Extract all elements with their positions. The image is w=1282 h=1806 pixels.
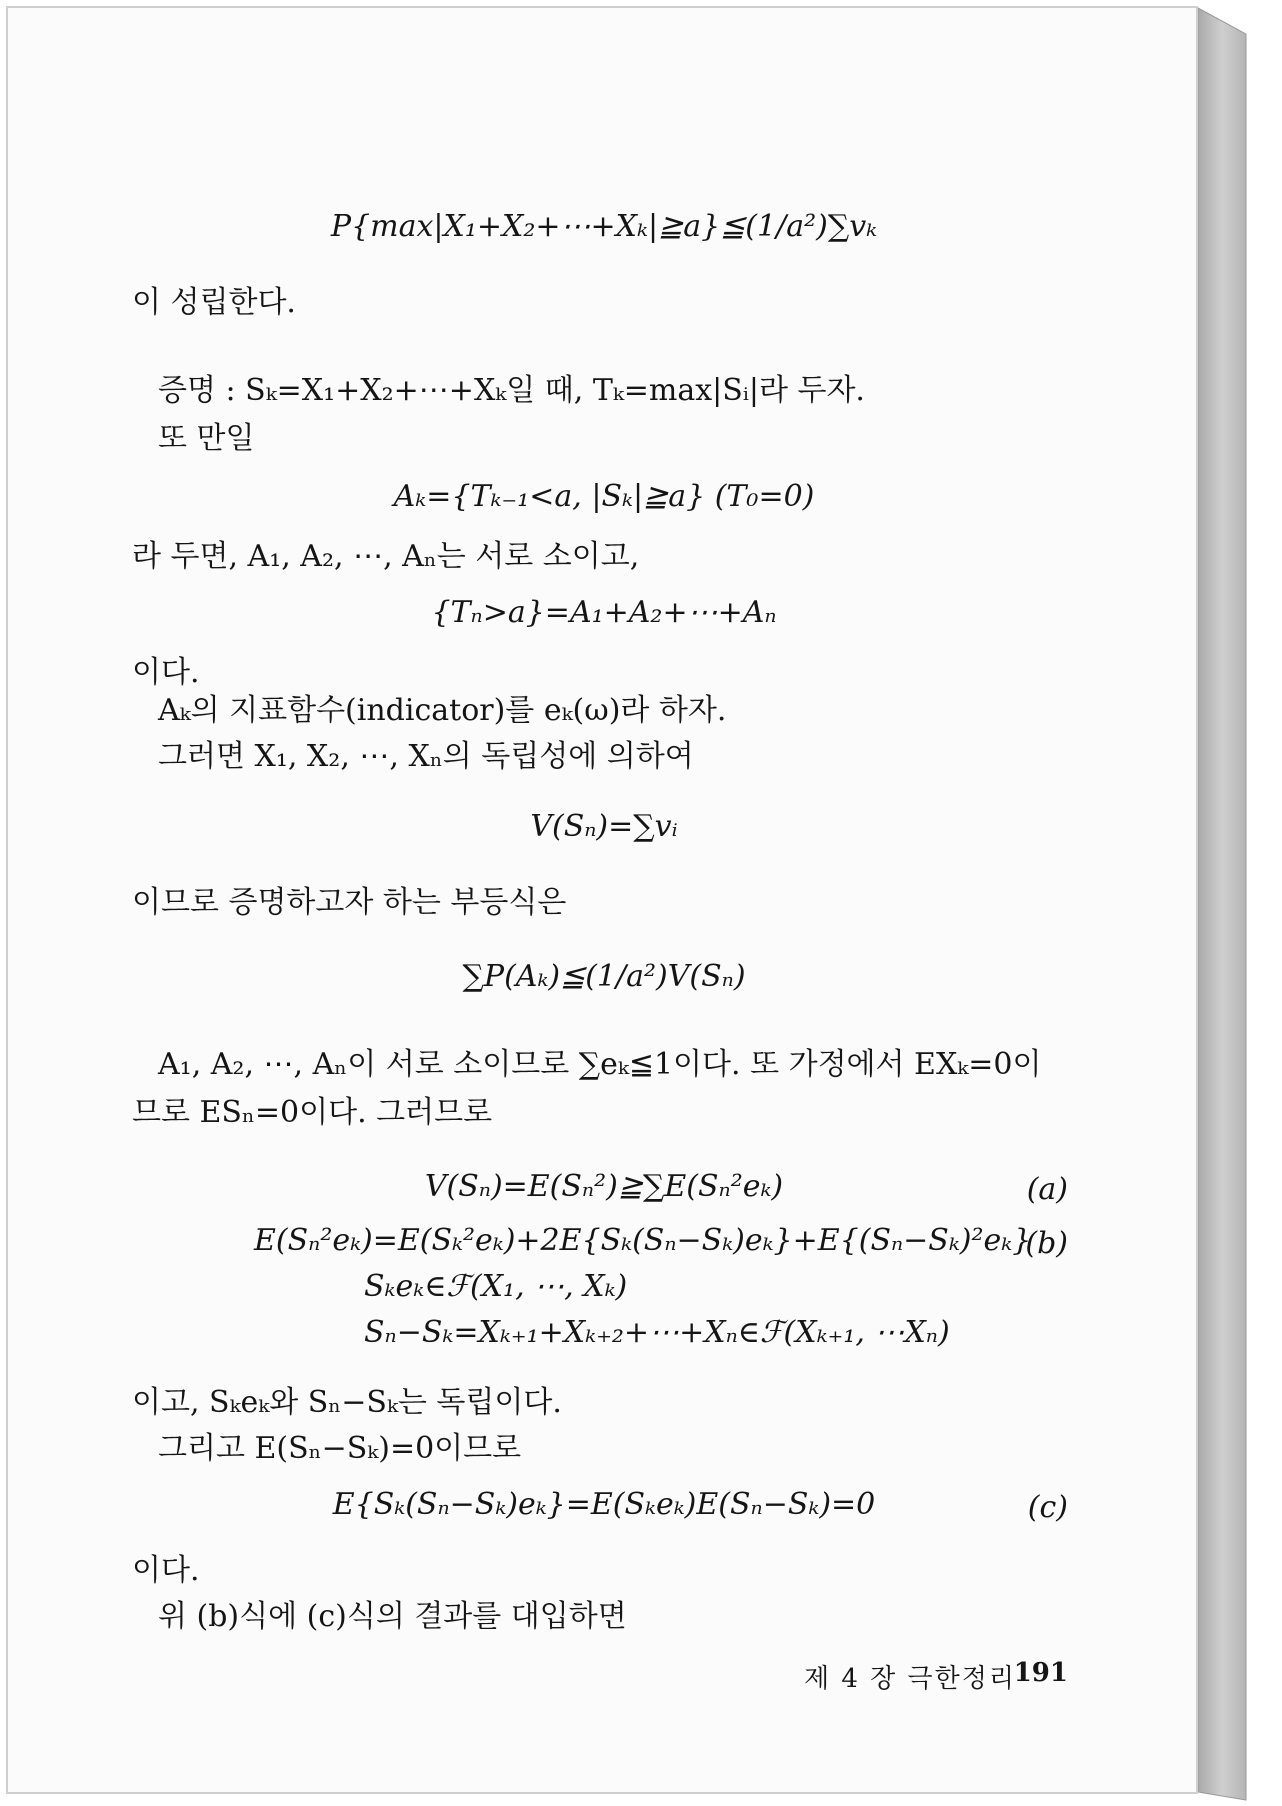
text-line: 그러면 X₁, X₂, ⋯, Xₙ의 독립성에 의하여 (158, 739, 694, 774)
equation-measurability-2: Sₙ−Sₖ=Xₖ₊₁+Xₖ₊₂+⋯+Xₙ∈ℱ(Xₖ₊₁, ⋯Xₙ) (364, 1315, 950, 1350)
text-line: 므로 ESₙ=0이다. 그러므로 (132, 1095, 493, 1130)
page-number: 191 (1013, 1658, 1068, 1688)
equation-b: E(Sₙ²eₖ)=E(Sₖ²eₖ)+2E{Sₖ(Sₙ−Sₖ)eₖ}+E{(Sₙ−Sₖ)²eₖ} (254, 1223, 1032, 1258)
text-line: 이 성립한다. (132, 285, 296, 320)
equation-a: V(Sₙ)=E(Sₙ²)≧∑E(Sₙ²eₖ) (424, 1169, 784, 1204)
book-spine-edge (1198, 0, 1272, 1806)
text-line: A₁, A₂, ⋯, Aₙ이 서로 소이므로 ∑eₖ≦1이다. 또 가정에서 EXₖ=0이 (158, 1047, 1042, 1082)
text-line: 이고, Sₖeₖ와 Sₙ−Sₖ는 독립이다. (132, 1385, 562, 1420)
equation-tag-b: (b) (1025, 1226, 1068, 1261)
equation-c: E{Sₖ(Sₙ−Sₖ)eₖ}=E(Sₖeₖ)E(Sₙ−Sₖ)=0 (332, 1487, 876, 1522)
text-line: 이므로 증명하고자 하는 부등식은 (132, 885, 567, 920)
equation-tag-c: (c) (1027, 1490, 1068, 1525)
equation-measurability-1: Sₖeₖ∈ℱ(X₁, ⋯, Xₖ) (364, 1269, 628, 1304)
proof-start-line: 증명 : Sₖ=X₁+X₂+⋯+Xₖ일 때, Tₖ=max|Sᵢ|라 두자. (158, 373, 865, 408)
equation-target-inequality: ∑P(Aₖ)≦(1/a²)V(Sₙ) (462, 959, 746, 994)
text-line: 그리고 E(Sₙ−Sₖ)=0이므로 (158, 1431, 522, 1466)
equation-variance-sum: V(Sₙ)=∑vᵢ (530, 809, 678, 844)
equation-tag-a: (a) (1026, 1172, 1068, 1207)
text-line: 또 만일 (158, 421, 255, 456)
running-footer: 제 4 장 극한정리 (803, 1664, 1016, 1694)
book-page (6, 6, 1198, 1794)
text-line: 라 두면, A₁, A₂, ⋯, Aₙ는 서로 소이고, (132, 539, 640, 574)
equation-ak-definition: Aₖ={Tₖ₋₁<a, |Sₖ|≧a} (T₀=0) (393, 479, 815, 514)
equation-event-union: {Tₙ>a}=A₁+A₂+⋯+Aₙ (431, 595, 777, 630)
equation-maximal-inequality: P{max|X₁+X₂+⋯+Xₖ|≧a}≦(1/a²)∑vₖ (330, 209, 878, 244)
text-line: 이다. (132, 1553, 200, 1588)
text-line: 이다. (132, 655, 200, 690)
text-line: Aₖ의 지표함수(indicator)를 eₖ(ω)라 하자. (158, 693, 727, 728)
text-line: 위 (b)식에 (c)식의 결과를 대입하면 (158, 1599, 627, 1634)
